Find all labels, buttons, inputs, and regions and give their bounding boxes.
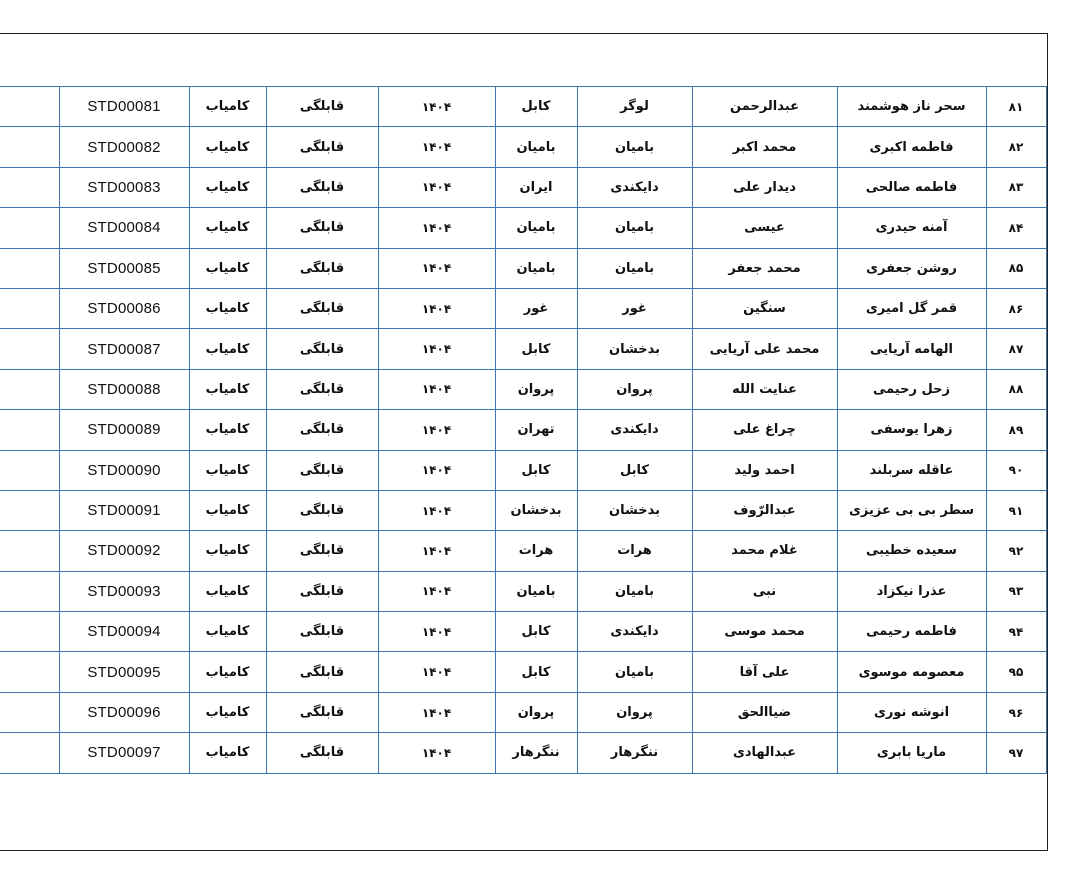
row-number-cell: ۹۷ (986, 733, 1046, 773)
father-name-cell: سنگین (692, 288, 837, 328)
result-cell: کامیاب (189, 450, 266, 490)
student-id-cell: STD00089 (59, 410, 189, 450)
program-cell: قابلگی (266, 490, 378, 530)
birthplace-cell: پروان (495, 692, 577, 732)
blank-cell (0, 208, 59, 248)
student-id-cell: STD00086 (59, 288, 189, 328)
row-number-cell: ۹۵ (986, 652, 1046, 692)
student-name-cell: زحل رحیمی (837, 369, 986, 409)
result-cell: کامیاب (189, 490, 266, 530)
row-number-cell: ۹۴ (986, 612, 1046, 652)
table-row (0, 490, 1046, 530)
result-cell: کامیاب (189, 87, 266, 127)
result-cell: کامیاب (189, 248, 266, 288)
program-cell: قابلگی (266, 612, 378, 652)
student-name-cell: معصومه موسوی (837, 652, 986, 692)
birthplace-cell: بامیان (495, 248, 577, 288)
blank-cell (0, 652, 59, 692)
student-name-cell: زهرا یوسفی (837, 410, 986, 450)
province-cell: دایکندی (577, 167, 692, 207)
result-cell: کامیاب (189, 733, 266, 773)
result-cell: کامیاب (189, 692, 266, 732)
student-id-cell: STD00084 (59, 208, 189, 248)
father-name-cell: عنایت الله (692, 369, 837, 409)
table-row (0, 329, 1046, 369)
province-cell: هرات (577, 531, 692, 571)
row-number-cell: ۹۱ (986, 490, 1046, 530)
father-name-cell: محمد اکبر (692, 127, 837, 167)
province-cell: بامیان (577, 127, 692, 167)
birthplace-cell: ننگرهار (495, 733, 577, 773)
province-cell: بامیان (577, 652, 692, 692)
program-cell: قابلگی (266, 248, 378, 288)
result-cell: کامیاب (189, 410, 266, 450)
blank-cell (0, 167, 59, 207)
father-name-cell: عیسی (692, 208, 837, 248)
birthplace-cell: بامیان (495, 127, 577, 167)
birthplace-cell: کابل (495, 652, 577, 692)
birthplace-cell: کابل (495, 329, 577, 369)
table-row (0, 571, 1046, 611)
table-row (0, 531, 1046, 571)
year-cell: ۱۴۰۴ (378, 87, 495, 127)
province-cell: دایکندی (577, 410, 692, 450)
student-name-cell: عاقله سربلند (837, 450, 986, 490)
program-cell: قابلگی (266, 571, 378, 611)
birthplace-cell: بدخشان (495, 490, 577, 530)
table-row (0, 288, 1046, 328)
student-name-cell: فاطمه رحیمی (837, 612, 986, 652)
student-id-cell: STD00097 (59, 733, 189, 773)
blank-cell (0, 288, 59, 328)
row-number-cell: ۸۹ (986, 410, 1046, 450)
student-name-cell: قمر گل امیری (837, 288, 986, 328)
province-cell: بامیان (577, 571, 692, 611)
father-name-cell: غلام محمد (692, 531, 837, 571)
year-cell: ۱۴۰۴ (378, 127, 495, 167)
student-name-cell: سطر بی بی عزیزی (837, 490, 986, 530)
year-cell: ۱۴۰۴ (378, 248, 495, 288)
birthplace-cell: غور (495, 288, 577, 328)
table-row (0, 167, 1046, 207)
student-id-cell: STD00092 (59, 531, 189, 571)
blank-cell (0, 692, 59, 732)
student-name-cell: انوشه نوری (837, 692, 986, 732)
program-cell: قابلگی (266, 288, 378, 328)
result-cell: کامیاب (189, 329, 266, 369)
father-name-cell: محمد موسی (692, 612, 837, 652)
province-cell: لوگر (577, 87, 692, 127)
student-id-cell: STD00091 (59, 490, 189, 530)
table-row (0, 652, 1046, 692)
program-cell: قابلگی (266, 733, 378, 773)
student-id-cell: STD00083 (59, 167, 189, 207)
program-cell: قابلگی (266, 652, 378, 692)
table-row (0, 127, 1046, 167)
province-cell: ننگرهار (577, 733, 692, 773)
row-number-cell: ۸۷ (986, 329, 1046, 369)
student-name-cell: سعیده خطیبی (837, 531, 986, 571)
row-number-cell: ۹۰ (986, 450, 1046, 490)
blank-cell (0, 410, 59, 450)
row-number-cell: ۸۲ (986, 127, 1046, 167)
province-cell: پروان (577, 692, 692, 732)
row-number-cell: ۸۵ (986, 248, 1046, 288)
student-id-cell: STD00094 (59, 612, 189, 652)
student-id-cell: STD00088 (59, 369, 189, 409)
year-cell: ۱۴۰۴ (378, 490, 495, 530)
student-roster-table (0, 86, 1047, 774)
province-cell: بدخشان (577, 329, 692, 369)
province-cell: کابل (577, 450, 692, 490)
program-cell: قابلگی (266, 127, 378, 167)
program-cell: قابلگی (266, 87, 378, 127)
year-cell: ۱۴۰۴ (378, 329, 495, 369)
birthplace-cell: ایران (495, 167, 577, 207)
province-cell: دایکندی (577, 612, 692, 652)
father-name-cell: علی آقا (692, 652, 837, 692)
roster-body (0, 87, 1046, 774)
student-id-cell: STD00082 (59, 127, 189, 167)
province-cell: غور (577, 288, 692, 328)
year-cell: ۱۴۰۴ (378, 450, 495, 490)
row-number-cell: ۹۶ (986, 692, 1046, 732)
row-number-cell: ۸۸ (986, 369, 1046, 409)
year-cell: ۱۴۰۴ (378, 208, 495, 248)
birthplace-cell: تهران (495, 410, 577, 450)
program-cell: قابلگی (266, 531, 378, 571)
program-cell: قابلگی (266, 369, 378, 409)
row-number-cell: ۸۶ (986, 288, 1046, 328)
province-cell: بدخشان (577, 490, 692, 530)
program-cell: قابلگی (266, 167, 378, 207)
row-number-cell: ۸۳ (986, 167, 1046, 207)
blank-cell (0, 450, 59, 490)
program-cell: قابلگی (266, 450, 378, 490)
birthplace-cell: پروان (495, 369, 577, 409)
table-row (0, 369, 1046, 409)
result-cell: کامیاب (189, 288, 266, 328)
blank-cell (0, 612, 59, 652)
year-cell: ۱۴۰۴ (378, 410, 495, 450)
father-name-cell: احمد ولید (692, 450, 837, 490)
birthplace-cell: بامیان (495, 208, 577, 248)
row-number-cell: ۹۳ (986, 571, 1046, 611)
program-cell: قابلگی (266, 692, 378, 732)
student-name-cell: روشن جعفری (837, 248, 986, 288)
program-cell: قابلگی (266, 208, 378, 248)
table-row (0, 87, 1046, 127)
father-name-cell: نبی (692, 571, 837, 611)
blank-cell (0, 531, 59, 571)
father-name-cell: عبدالرحمن (692, 87, 837, 127)
table-row (0, 612, 1046, 652)
blank-cell (0, 571, 59, 611)
student-name-cell: آمنه حیدری (837, 208, 986, 248)
year-cell: ۱۴۰۴ (378, 733, 495, 773)
province-cell: بامیان (577, 208, 692, 248)
year-cell: ۱۴۰۴ (378, 167, 495, 207)
father-name-cell: عبدالرّوف (692, 490, 837, 530)
student-id-cell: STD00087 (59, 329, 189, 369)
row-number-cell: ۸۴ (986, 208, 1046, 248)
birthplace-cell: کابل (495, 87, 577, 127)
province-cell: بامیان (577, 248, 692, 288)
program-cell: قابلگی (266, 329, 378, 369)
birthplace-cell: کابل (495, 612, 577, 652)
father-name-cell: چراغ علی (692, 410, 837, 450)
blank-cell (0, 490, 59, 530)
result-cell: کامیاب (189, 167, 266, 207)
student-name-cell: الهامه آریایی (837, 329, 986, 369)
result-cell: کامیاب (189, 612, 266, 652)
student-name-cell: ماریا بابری (837, 733, 986, 773)
table-row (0, 450, 1046, 490)
table-row (0, 692, 1046, 732)
student-name-cell: سحر ناز هوشمند (837, 87, 986, 127)
student-name-cell: فاطمه اکبری (837, 127, 986, 167)
row-number-cell: ۸۱ (986, 87, 1046, 127)
table-row (0, 248, 1046, 288)
row-number-cell: ۹۲ (986, 531, 1046, 571)
result-cell: کامیاب (189, 571, 266, 611)
province-cell: پروان (577, 369, 692, 409)
father-name-cell: عبدالهادی (692, 733, 837, 773)
year-cell: ۱۴۰۴ (378, 288, 495, 328)
table-row (0, 733, 1046, 773)
year-cell: ۱۴۰۴ (378, 612, 495, 652)
birthplace-cell: هرات (495, 531, 577, 571)
father-name-cell: محمد جعفر (692, 248, 837, 288)
result-cell: کامیاب (189, 531, 266, 571)
blank-cell (0, 369, 59, 409)
result-cell: کامیاب (189, 208, 266, 248)
father-name-cell: ضیاالحق (692, 692, 837, 732)
blank-cell (0, 733, 59, 773)
blank-cell (0, 87, 59, 127)
student-id-cell: STD00081 (59, 87, 189, 127)
student-id-cell: STD00093 (59, 571, 189, 611)
father-name-cell: محمد علی آریایی (692, 329, 837, 369)
year-cell: ۱۴۰۴ (378, 531, 495, 571)
year-cell: ۱۴۰۴ (378, 571, 495, 611)
student-name-cell: فاطمه صالحی (837, 167, 986, 207)
father-name-cell: دیدار علی (692, 167, 837, 207)
result-cell: کامیاب (189, 369, 266, 409)
year-cell: ۱۴۰۴ (378, 692, 495, 732)
student-id-cell: STD00085 (59, 248, 189, 288)
result-cell: کامیاب (189, 127, 266, 167)
table-row (0, 410, 1046, 450)
year-cell: ۱۴۰۴ (378, 369, 495, 409)
result-cell: کامیاب (189, 652, 266, 692)
table-row (0, 208, 1046, 248)
birthplace-cell: بامیان (495, 571, 577, 611)
student-name-cell: عذرا نیکزاد (837, 571, 986, 611)
blank-cell (0, 248, 59, 288)
blank-cell (0, 329, 59, 369)
student-id-cell: STD00095 (59, 652, 189, 692)
student-id-cell: STD00096 (59, 692, 189, 732)
birthplace-cell: کابل (495, 450, 577, 490)
year-cell: ۱۴۰۴ (378, 652, 495, 692)
program-cell: قابلگی (266, 410, 378, 450)
blank-cell (0, 127, 59, 167)
student-id-cell: STD00090 (59, 450, 189, 490)
